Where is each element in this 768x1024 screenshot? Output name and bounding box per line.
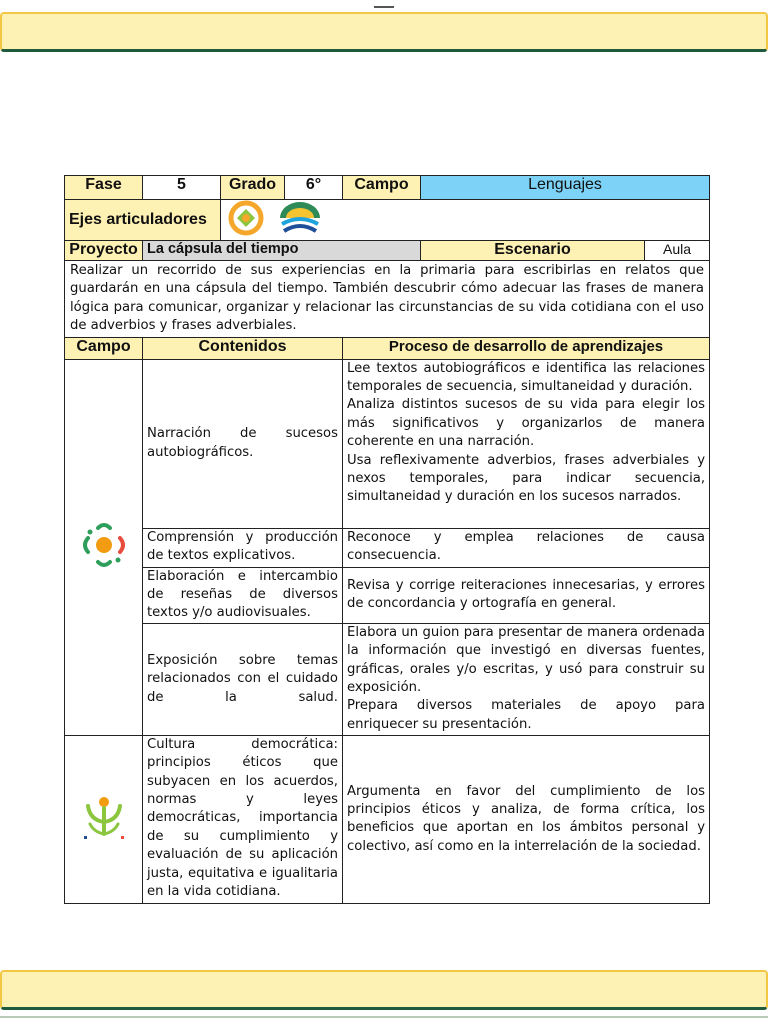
footer-banner — [0, 970, 768, 1010]
proceso-cell-4: Elabora un guion para presentar de manera ordenada la información que investigó en diversas fuentes, gráficas, orales y/o escritas, y usó para construir su exposición. Prepara diversos materiales de apoyo para enriquecer su presentación. — [343, 623, 710, 735]
fase-label: Fase — [65, 176, 143, 200]
proyecto-label: Proyecto — [65, 241, 143, 261]
top-marker — [374, 0, 394, 8]
proceso-cell-1: Lee textos autobiográficos e identifica las relaciones temporales de secuencia, simultaneidad y duración. Analiza distintos sucesos de su vida para elegir los más significativos y organizarlos de manera coherente en una narración. Usa reflexivamente adverbios, frases adverbiales y nexos temporales, para indicar secuencia, simultaneidad y duración en los sucesos narrados. — [343, 359, 710, 528]
fase-value: 5 — [143, 176, 221, 200]
ejes-label: Ejes articuladores — [65, 200, 221, 241]
inclusion-icon — [227, 200, 265, 240]
lenguajes-icon — [80, 520, 128, 574]
proceso-cell-3: Revisa y corrige reiteraciones innecesarias, y errores de concordancia y ortografía en general. — [343, 567, 710, 623]
campo-lenguajes-cell — [65, 359, 143, 735]
contenido-cell-1: Narración de sucesos autobiográficos. — [143, 359, 343, 528]
header-banner — [0, 12, 768, 52]
proceso-cell-2: Reconoce y emplea relaciones de causa consecuencia. — [343, 528, 710, 567]
contenido-cell-3: Elaboración e intercambio de reseñas de diversos textos y/o audiovisuales. — [143, 567, 343, 623]
planning-table — [64, 175, 710, 904]
campo-value: Lenguajes — [421, 176, 710, 200]
col-campo-header: Campo — [65, 337, 143, 359]
contenido-cell-2: Comprensión y producción de textos explicativos. — [143, 528, 343, 567]
campo-label: Campo — [343, 176, 421, 200]
footer-line — [0, 1016, 768, 1018]
escenario-value: Aula — [645, 241, 710, 261]
project-description: Realizar un recorrido de sus experiencias en la primaria para escribirlas en relatos que guardarán en una cápsula del tiempo. También descubrir cómo adecuar las frases de manera lógica para comunicar, organizar y relacionar las circunstancias de su vida cotidiana con el uso de adverbios y frases adverbiales. — [65, 261, 710, 338]
grado-value: 6° — [285, 176, 343, 200]
col-contenidos-header: Contenidos — [143, 337, 343, 359]
proceso-cell-5: Argumenta en favor del cumplimiento de los principios éticos y analiza, de forma crítica, los beneficios que aportan en los ámbitos personal y colectivo, así como en la interrelación de la sociedad. — [343, 735, 710, 903]
etica-naturaleza-icon — [80, 792, 128, 846]
grado-label: Grado — [221, 176, 285, 200]
campo-etica-cell — [65, 735, 143, 903]
contenido-cell-4: Exposición sobre temas relacionados con el cuidado de la salud. — [143, 623, 343, 735]
col-proceso-header: Proceso de desarrollo de aprendizajes — [343, 337, 710, 359]
escenario-label: Escenario — [421, 241, 645, 261]
ejes-icons — [221, 200, 710, 241]
contenido-cell-5: Cultura democrática: principios éticos que subyacen en los acuerdos, normas y leyes democráticas, importancia de su cumplimiento y evaluación de su aplicación justa, equitativa e igualitaria en la vida cotidiana. — [143, 735, 343, 903]
proyecto-value: La cápsula del tiempo — [143, 241, 421, 261]
interculturalidad-icon — [276, 200, 324, 240]
